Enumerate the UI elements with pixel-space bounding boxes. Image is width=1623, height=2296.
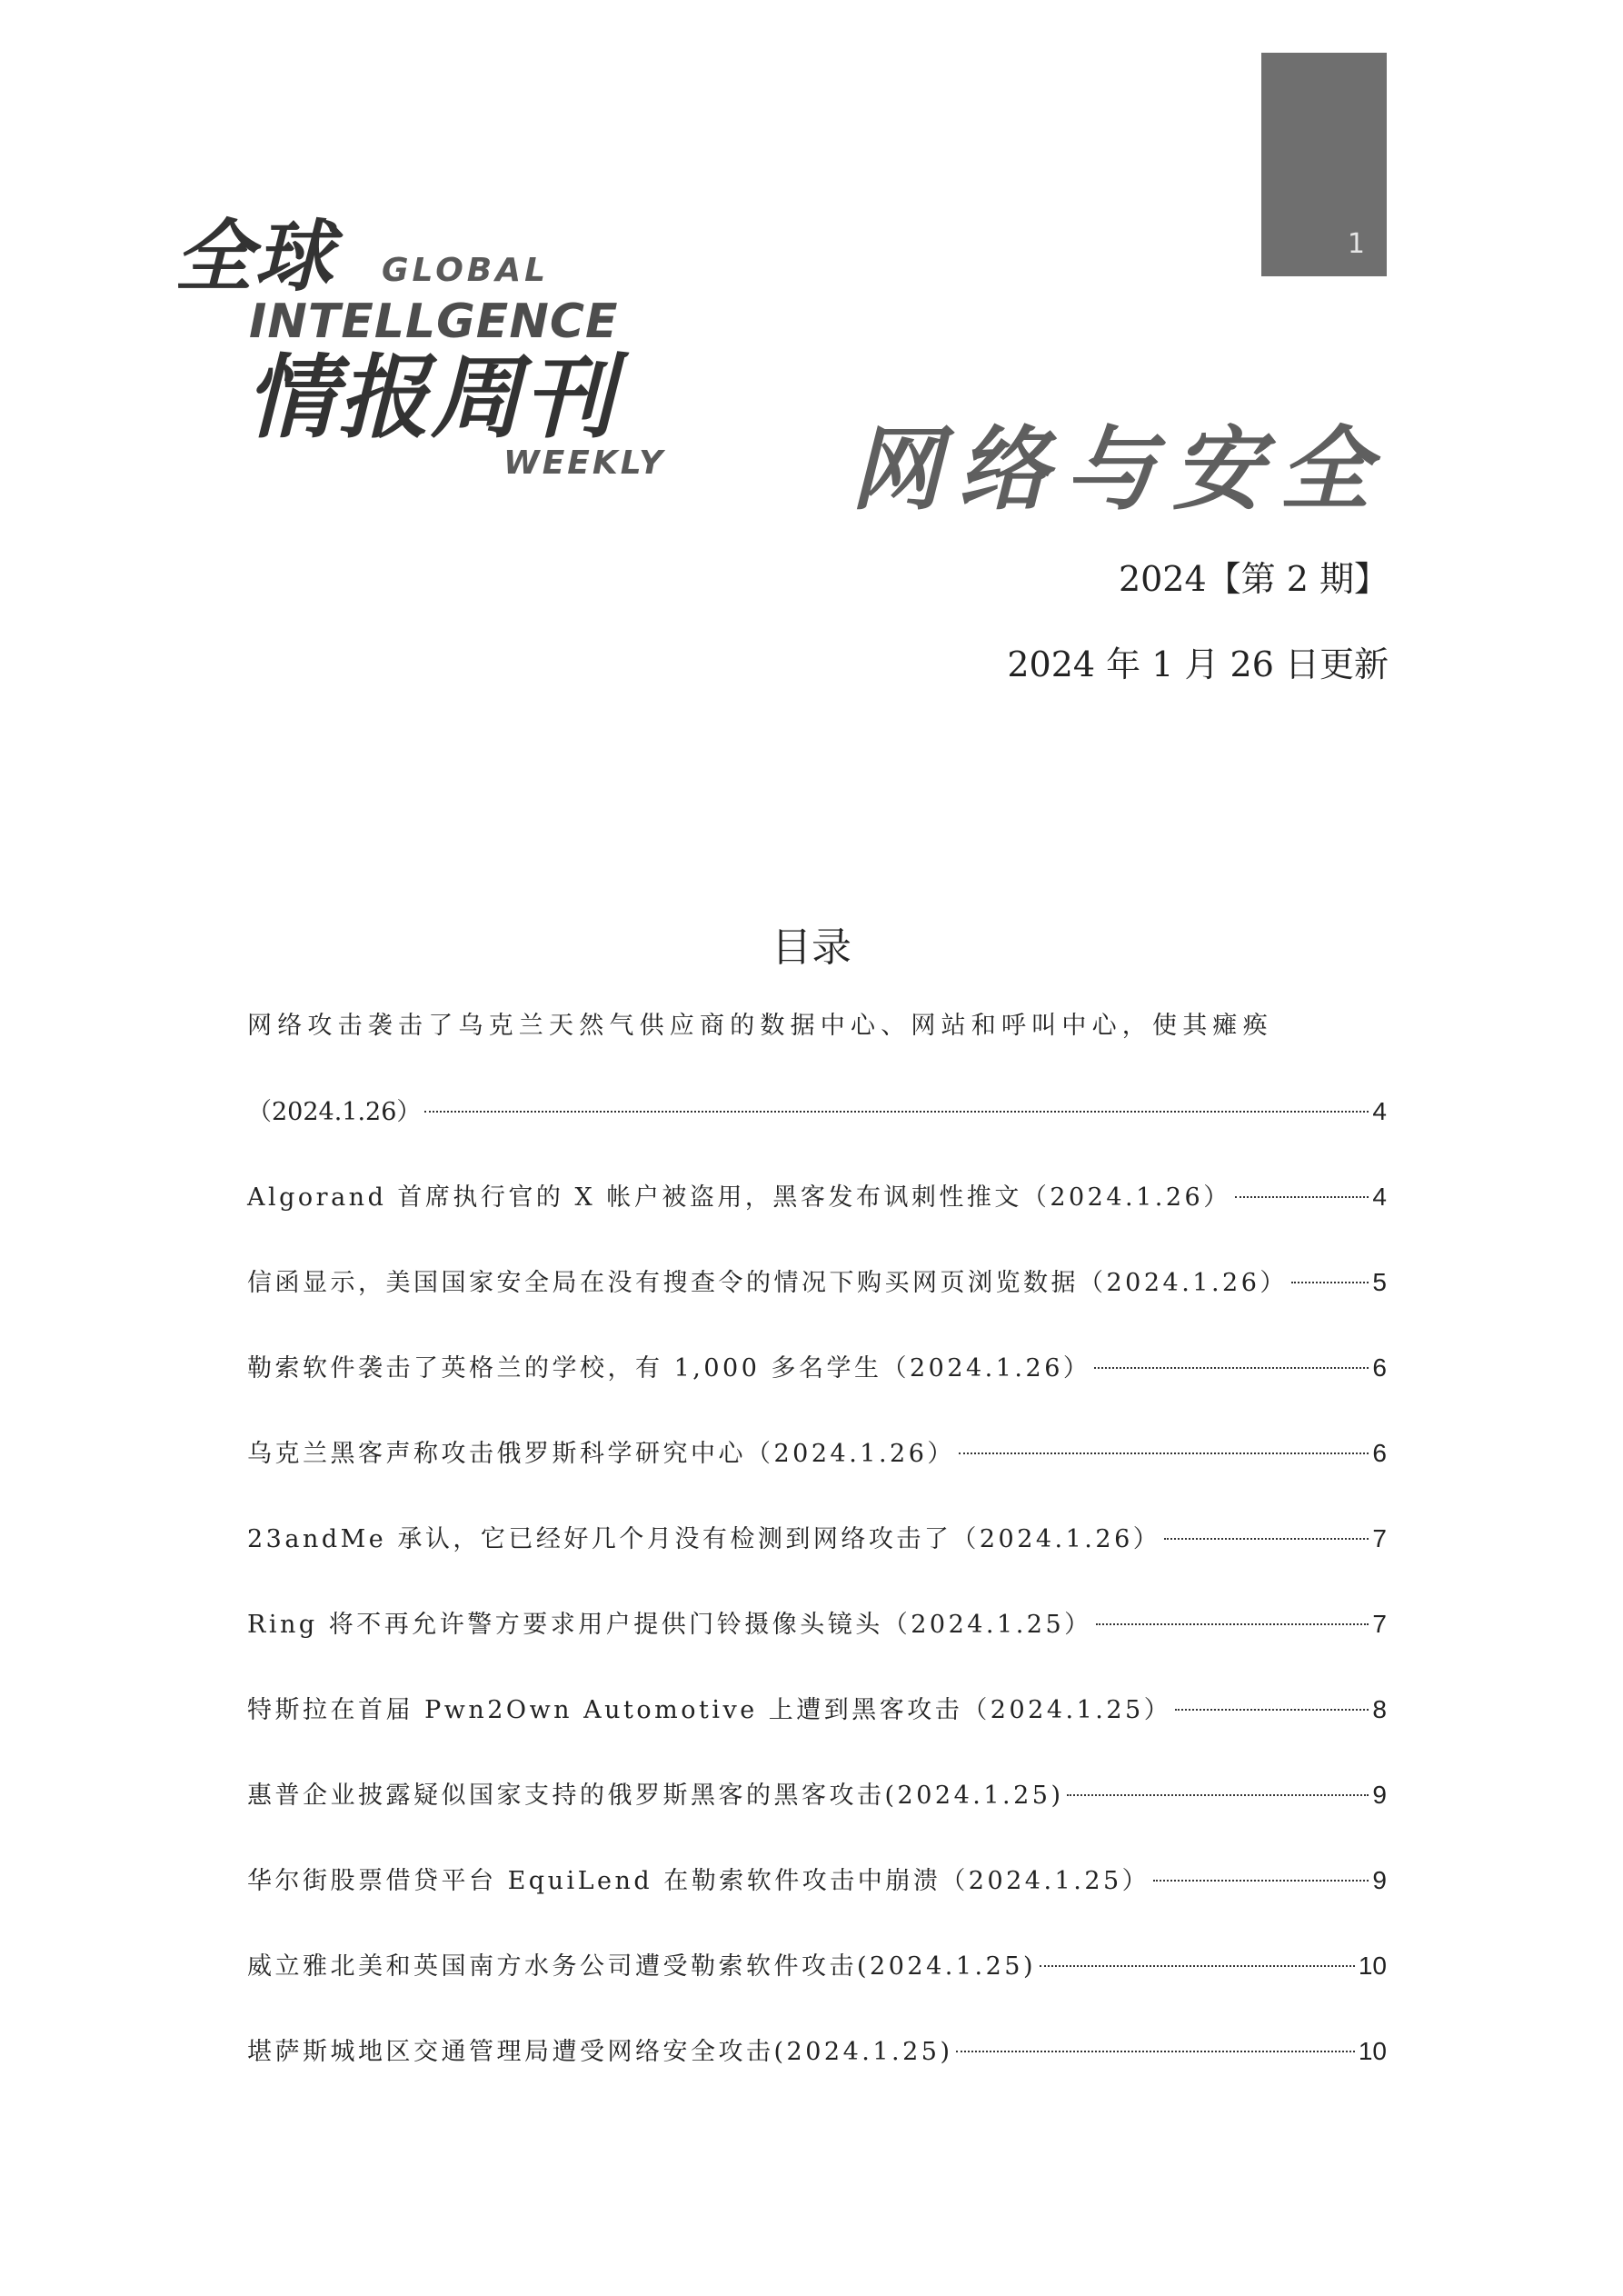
dot-leader [1094,1367,1369,1369]
toc-entry[interactable] [247,2029,1387,2114]
page-number: 1 [1347,228,1365,260]
table-of-contents [247,1003,1387,2114]
toc-entry[interactable] [247,1943,1387,2029]
toc-entry-title: 信函显示，美国国家安全局在没有搜查令的情况下购买网页浏览数据（2024.1.26） [247,1269,1288,1297]
toc-entry[interactable] [247,1602,1387,1687]
toc-entry-page: 5 [1372,1268,1387,1296]
toc-entry-page: 6 [1372,1439,1387,1467]
toc-entry-title: 威立雅北美和英国南方水务公司遭受勒索软件攻击(2024.1.25) [247,1952,1036,1981]
dot-leader [1235,1196,1369,1198]
toc-entry-title-line1: 网络攻击袭击了乌克兰天然气供应商的数据中心、网站和呼叫中心，使其瘫痪 [247,1012,1273,1040]
logo-en-bottom: WEEKLY [503,444,666,482]
dot-leader [956,2051,1354,2052]
dot-leader [1096,1623,1369,1625]
toc-entry-page: 8 [1372,1695,1387,1723]
toc-entry[interactable] [247,1260,1387,1345]
toc-entry-title: 乌克兰黑客声称攻击俄罗斯科学研究中心（2024.1.26） [247,1440,955,1468]
issue-number: 2024【第 2 期】 [1118,559,1389,599]
toc-entry[interactable] [247,1858,1387,1943]
toc-entry-page: 6 [1372,1353,1387,1382]
toc-entry-page: 4 [1372,1183,1387,1211]
toc-entry[interactable] [247,1516,1387,1602]
toc-entry-title: 勒索软件袭击了英格兰的学校，有 1,000 多名学生（2024.1.26） [247,1354,1091,1383]
toc-entry[interactable] [247,1345,1387,1431]
toc-entry-page: 7 [1372,1610,1387,1638]
toc-entry-page: 7 [1372,1524,1387,1552]
dot-leader [424,1111,1369,1113]
toc-entry-page: 9 [1372,1866,1387,1894]
toc-entry-title: 23andMe 承认，它已经好几个月没有检测到网络攻击了（2024.1.26） [247,1525,1161,1553]
logo-cn-top: 全球 [174,212,334,303]
dot-leader [1175,1709,1369,1711]
toc-entry-title: 华尔街股票借贷平台 EquiLend 在勒索软件攻击中崩溃（2024.1.25） [247,1867,1150,1895]
toc-entry[interactable] [247,1174,1387,1260]
dot-leader [1291,1282,1369,1283]
toc-entry-page: 10 [1358,1952,1387,1980]
logo-cn-bottom: 情报周刊 [245,344,616,451]
toc-entry-title: （2024.1.26） [247,1098,422,1126]
toc-heading: 目录 [772,924,851,971]
toc-entry-title: 惠普企业披露疑似国家支持的俄罗斯黑客的黑客攻击(2024.1.25) [247,1782,1064,1810]
toc-entry[interactable] [247,1003,1387,1174]
toc-entry[interactable] [247,1772,1387,1858]
dot-leader [959,1452,1369,1454]
toc-entry[interactable] [247,1687,1387,1772]
toc-entry-title: Ring 将不再允许警方要求用户提供门铃摄像头镜头（2024.1.25） [247,1611,1092,1639]
logo-en-middle: INTELLGENCE [249,294,619,349]
update-date: 2024 年 1 月 26 日更新 [1007,644,1389,684]
logo-en-top: GLOBAL [382,252,550,289]
dot-leader [1067,1794,1369,1796]
toc-entry-page: 9 [1372,1781,1387,1809]
toc-entry-title: Algorand 首席执行官的 X 帐户被盗用，黑客发布讽刺性推文（2024.1.26） [247,1183,1231,1212]
toc-entry-page: 10 [1358,2037,1387,2065]
dot-leader [1040,1965,1355,1967]
toc-entry-page: 4 [1372,1097,1387,1125]
dot-leader [1153,1880,1369,1882]
dot-leader [1164,1538,1369,1540]
toc-entry-title: 特斯拉在首届 Pwn2Own Automotive 上遭到黑客攻击（2024.1.25） [247,1696,1172,1724]
page-number-tab [1261,53,1387,276]
toc-entry[interactable] [247,1431,1387,1516]
toc-entry-title: 堪萨斯城地区交通管理局遭受网络安全攻击(2024.1.25) [247,2038,953,2066]
section-title: 网络与安全 [851,415,1387,523]
publication-logo [174,212,720,491]
